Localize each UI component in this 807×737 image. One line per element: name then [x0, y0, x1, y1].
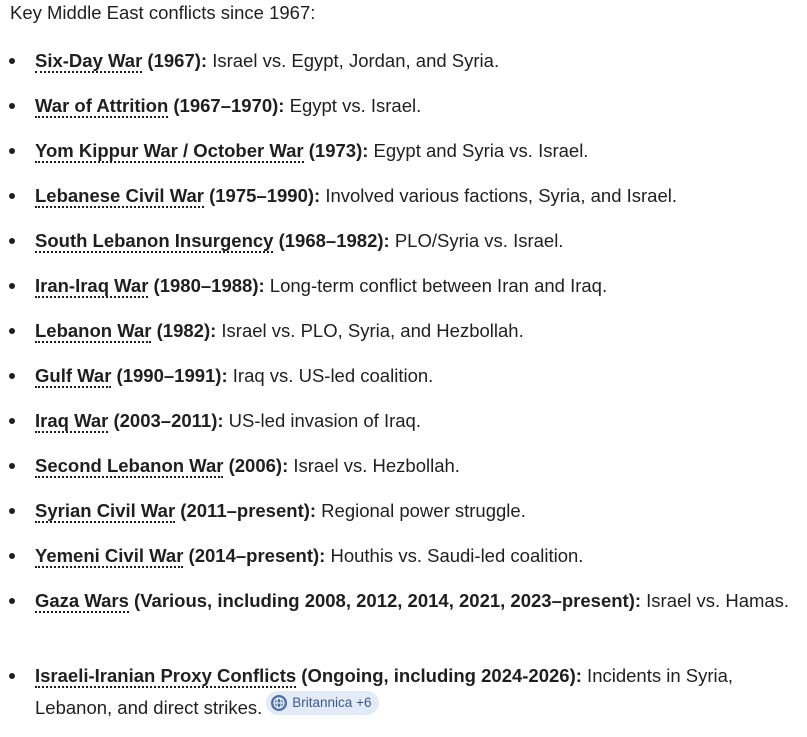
- source-chip[interactable]: [266, 691, 379, 715]
- conflict-description: Israel vs. PLO, Syria, and Hezbollah.: [216, 320, 524, 341]
- bullet-icon: [9, 58, 15, 64]
- conflict-dates: (2014–present):: [183, 545, 326, 566]
- conflict-dates: (1967–1970):: [168, 95, 285, 116]
- conflict-link-syrian-civil-war[interactable]: Syrian Civil War: [35, 500, 176, 521]
- conflict-description: Regional power struggle.: [316, 500, 526, 521]
- conflict-dates: (1975–1990):: [203, 185, 321, 206]
- conflict-dates: (1980–1988):: [148, 275, 265, 296]
- conflict-dates: (1973):: [303, 140, 369, 161]
- conflict-description: Egypt and Syria vs. Israel.: [368, 140, 589, 161]
- conflict-dates: (1968–1982):: [273, 230, 390, 251]
- bullet-icon: [9, 553, 15, 559]
- conflict-description: Israel vs. Hezbollah.: [288, 455, 460, 476]
- conflict-dates: (2006):: [223, 455, 289, 476]
- bullet-icon: [9, 103, 15, 109]
- conflict-description: Israel vs. Egypt, Jordan, and Syria.: [207, 50, 500, 71]
- bullet-icon: [9, 328, 15, 334]
- conflict-link-second-lebanon-war[interactable]: Second Lebanon War: [35, 455, 224, 476]
- conflict-description: Egypt vs. Israel.: [284, 95, 422, 116]
- conflict-link-lebanese-civil-war[interactable]: Lebanese Civil War: [35, 185, 204, 206]
- conflict-description: Iraq vs. US-led coalition.: [227, 365, 434, 386]
- conflict-description: PLO/Syria vs. Israel.: [389, 230, 564, 251]
- source-chip-label: Britannica +6: [292, 695, 372, 710]
- conflict-dates: (1967):: [142, 50, 208, 71]
- conflict-link-gulf-war[interactable]: Gulf War: [35, 365, 112, 386]
- conflict-dates: (1982):: [151, 320, 217, 341]
- conflict-description: US-led invasion of Iraq.: [223, 410, 421, 431]
- conflict-dates: (1990–1991):: [111, 365, 228, 386]
- globe-icon: [271, 695, 287, 711]
- bullet-icon: [9, 283, 15, 289]
- conflict-dates: (2003–2011):: [108, 410, 224, 431]
- conflict-link-south-lebanon-insurgency[interactable]: South Lebanon Insurgency: [35, 230, 274, 251]
- conflict-link-gaza-wars[interactable]: Gaza Wars: [35, 590, 129, 611]
- conflict-link-war-of-attrition[interactable]: War of Attrition: [35, 95, 169, 116]
- conflict-description: Involved various factions, Syria, and Israel.: [320, 185, 678, 206]
- conflict-dates: (Various, including 2008, 2012, 2014, 2021, 2023–present):: [128, 590, 642, 611]
- bullet-icon: [9, 673, 15, 679]
- bullet-icon: [9, 193, 15, 199]
- bullet-icon: [9, 148, 15, 154]
- conflict-dates: (Ongoing, including 2024-2026):: [296, 665, 582, 686]
- conflict-link-israeli-iranian-proxy-conflicts[interactable]: Israeli-Iranian Proxy Conflicts: [35, 665, 297, 686]
- bullet-icon: [9, 508, 15, 514]
- conflict-link-iraq-war[interactable]: Iraq War: [35, 410, 109, 431]
- intro-text: Key Middle East conflicts since 1967:: [10, 2, 316, 23]
- conflict-description: Houthis vs. Saudi-led coalition.: [325, 545, 584, 566]
- bullet-icon: [9, 373, 15, 379]
- conflict-link-six-day-war[interactable]: Six-Day War: [35, 50, 143, 71]
- conflict-link-iran-iraq-war[interactable]: Iran-Iraq War: [35, 275, 149, 296]
- bullet-icon: [9, 238, 15, 244]
- bullet-icon: [9, 463, 15, 469]
- conflict-dates: (2011–present):: [175, 500, 317, 521]
- bullet-icon: [9, 418, 15, 424]
- conflict-link-yom-kippur-war[interactable]: Yom Kippur War / October War: [35, 140, 304, 161]
- conflict-description: Long-term conflict between Iran and Iraq.: [264, 275, 608, 296]
- conflict-description: Israel vs. Hamas.: [641, 590, 790, 611]
- conflict-link-yemeni-civil-war[interactable]: Yemeni Civil War: [35, 545, 184, 566]
- conflict-description: Incidents in Syria, Lebanon, and direct strikes.: [35, 665, 734, 718]
- bullet-icon: [9, 598, 15, 604]
- conflict-link-lebanon-war[interactable]: Lebanon War: [35, 320, 152, 341]
